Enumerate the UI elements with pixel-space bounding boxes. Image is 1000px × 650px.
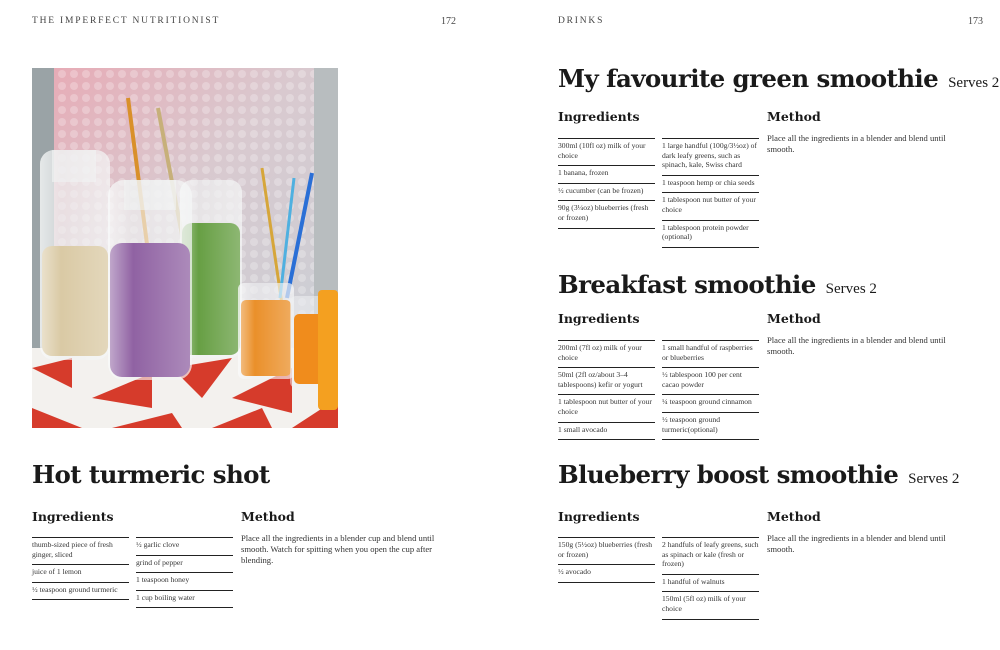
recipe-title: Breakfast smoothie Serves 2	[558, 270, 877, 299]
ingredient-item: 200ml (7fl oz) milk of your choice	[558, 340, 655, 367]
ingredients-column-2	[662, 537, 759, 620]
recipe-serves: Serves 2	[825, 281, 877, 297]
ingredients-column-2	[136, 537, 233, 608]
method-heading: Method	[767, 109, 821, 124]
method-heading: Method	[767, 311, 821, 326]
recipe-title: Hot turmeric shot	[32, 460, 270, 489]
ingredients-column-1	[558, 340, 655, 440]
ingredient-item: 1 teaspoon hemp or chia seeds	[662, 175, 759, 193]
smoothie-photo	[32, 68, 338, 428]
ingredient-item: ½ teaspoon ground turmeric	[32, 582, 129, 601]
page-number-right: 173	[968, 16, 983, 27]
ingredient-item: 300ml (10fl oz) milk of your choice	[558, 138, 655, 165]
ingredients-column-1	[32, 537, 129, 600]
method-text: Place all the ingredients in a blender cup and blend until smooth. Watch for spitting when you open the cup after blending.	[241, 533, 435, 565]
ingredient-item: 1 tablespoon protein powder (optional)	[662, 220, 759, 248]
ingredient-item: 1 handful of walnuts	[662, 574, 759, 592]
recipe-serves: Serves 2	[948, 75, 1000, 91]
ingredient-item: ½ garlic clove	[136, 537, 233, 555]
ingredient-item: 150ml (5fl oz) milk of your choice	[662, 591, 759, 619]
ingredient-item: grind of pepper	[136, 555, 233, 573]
ingredient-item: ½ tablespoon 100 per cent cacao powder	[662, 367, 759, 394]
method-heading: Method	[767, 509, 821, 524]
ingredient-item: 2 handfuls of leafy greens, such as spinach or kale (fresh or frozen)	[662, 537, 759, 574]
ingredient-item: 50ml (2fl oz/about 3–4 tablespoons) kefir or yogurt	[558, 367, 655, 394]
recipe-green-smoothie	[558, 65, 999, 97]
recipe-blueberry-boost-smoothie	[558, 461, 959, 493]
ingredient-item: 1 cup boiling water	[136, 590, 233, 609]
ingredient-item: 90g (3¼oz) blueberries (fresh or frozen)	[558, 200, 655, 228]
ingredient-item: 1 tablespoon nut butter of your choice	[558, 394, 655, 421]
ingredient-item: 1 large handful (100g/3½oz) of dark leafy greens, such as spinach, kale, Swiss chard	[662, 138, 759, 175]
ingredients-column-1	[558, 138, 655, 229]
running-head-left: THE IMPERFECT NUTRITIONIST	[32, 16, 221, 26]
method-text: Place all the ingredients in a blender and blend until smooth.	[767, 335, 946, 356]
ingredient-item: ½ cucumber (can be frozen)	[558, 183, 655, 201]
ingredients-column-2	[662, 138, 759, 248]
ingredients-heading: Ingredients	[32, 509, 114, 524]
ingredient-item: 1 teaspoon honey	[136, 572, 233, 590]
ingredients-heading: Ingredients	[558, 311, 640, 326]
method-heading: Method	[241, 509, 295, 524]
method-text: Place all the ingredients in a blender and blend until smooth.	[767, 533, 946, 554]
method-text: Place all the ingredients in a blender and blend until smooth.	[767, 133, 946, 154]
ingredients-column-1	[558, 537, 655, 583]
recipe-title: Blueberry boost smoothie Serves 2	[558, 460, 960, 489]
ingredient-item: 150g (5½oz) blueberries (fresh or frozen)	[558, 537, 655, 564]
ingredient-item: 1 small avocado	[558, 422, 655, 441]
running-head-right: DRINKS	[558, 16, 605, 26]
recipe-breakfast-smoothie	[558, 271, 877, 303]
ingredient-item: juice of 1 lemon	[32, 564, 129, 582]
ingredient-item: ½ teaspoon ground turmeric(optional)	[662, 412, 759, 440]
ingredient-item: ¼ teaspoon ground cinnamon	[662, 394, 759, 412]
ingredient-item: 1 banana, frozen	[558, 165, 655, 183]
ingredients-heading: Ingredients	[558, 509, 640, 524]
recipe-hot-turmeric-shot	[32, 461, 272, 493]
ingredient-item: 1 tablespoon nut butter of your choice	[662, 192, 759, 219]
ingredients-heading: Ingredients	[558, 109, 640, 124]
ingredients-column-2	[662, 340, 759, 440]
ingredient-item: ½ avocado	[558, 564, 655, 583]
recipe-title: My favourite green smoothie Serves 2	[558, 64, 1000, 93]
page-number-left: 172	[441, 16, 456, 27]
ingredient-item: thumb-sized piece of fresh ginger, sliced	[32, 537, 129, 564]
ingredient-item: 1 small handful of raspberries or blueberries	[662, 340, 759, 367]
recipe-serves: Serves 2	[908, 471, 960, 487]
